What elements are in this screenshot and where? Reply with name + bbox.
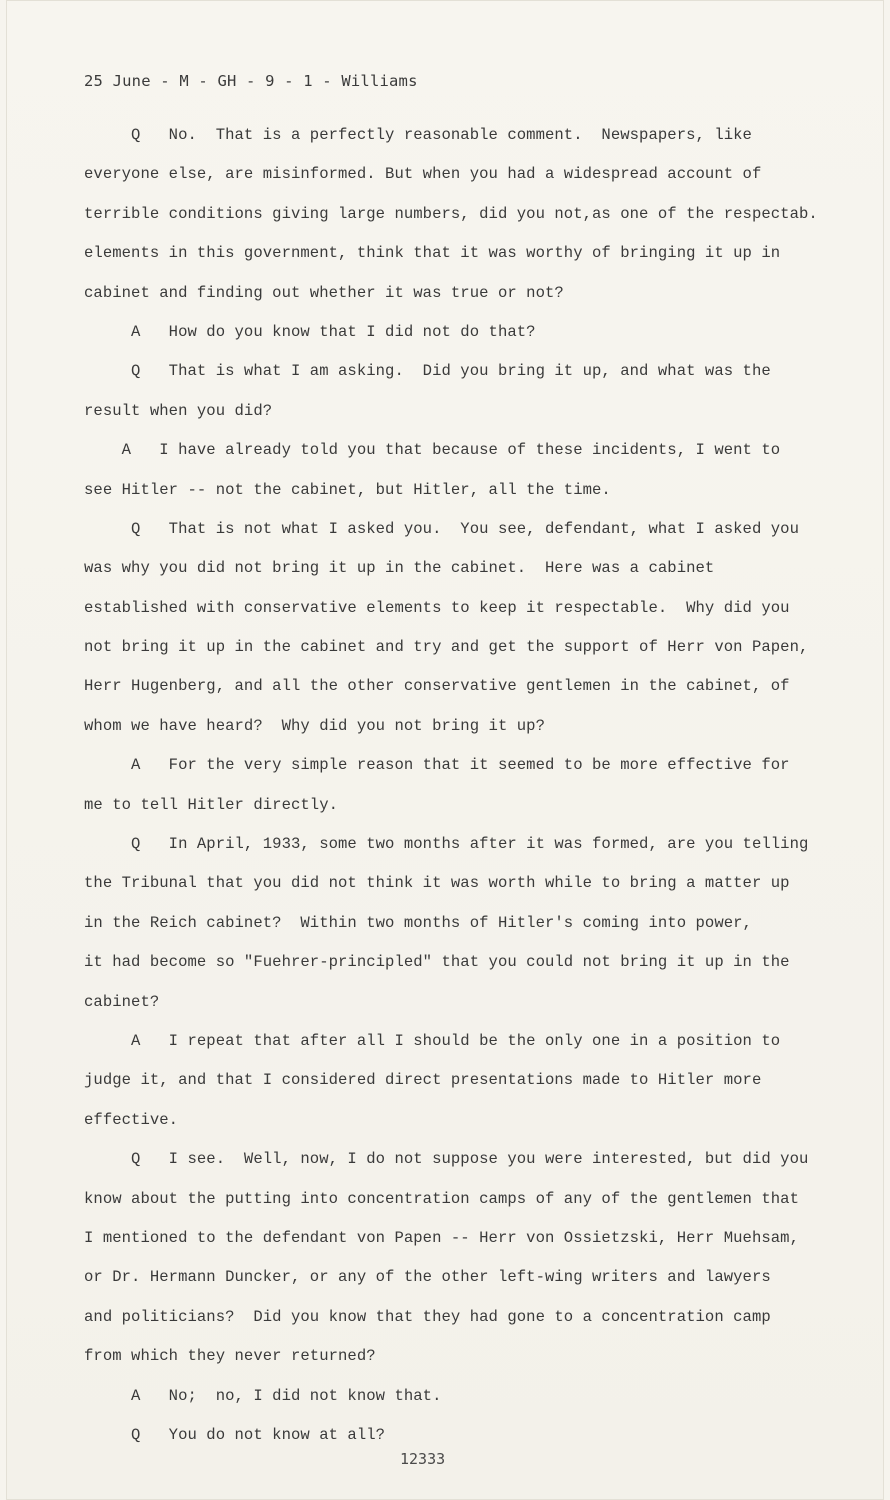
transcript-body: [84, 124, 829, 1463]
transcript-line: I mentioned to the defendant von Papen -- Herr von Ossietzski, Herr Muehsam,: [84, 1228, 799, 1247]
transcript-line: see Hitler -- not the cabinet, but Hitler, all the time.: [84, 480, 611, 499]
paper-sheet: [6, 0, 884, 1500]
transcript-line: everyone else, are misinformed. But when you had a widespread account of: [84, 165, 762, 184]
transcript-line: the Tribunal that you did not think it was worth while to bring a matter up: [84, 874, 790, 893]
transcript-line: know about the putting into concentration camps of any of the gentlemen that: [84, 1189, 799, 1208]
transcript-line: established with conservative elements to keep it respectable. Why did you: [84, 598, 790, 617]
transcript-line: judge it, and that I considered direct presentations made to Hitler more: [84, 1071, 762, 1090]
transcript-line: A For the very simple reason that it seemed to be more effective for: [84, 756, 790, 775]
transcript-line: effective.: [84, 1110, 179, 1129]
transcript-line: A How do you know that I did not do that?: [84, 322, 536, 341]
transcript-line: not bring it up in the cabinet and try and get the support of Herr von Papen,: [84, 638, 809, 657]
transcript-line: me to tell Hitler directly.: [84, 795, 339, 814]
page-number: 12333: [400, 1450, 446, 1468]
transcript-line: elements in this government, think that it was worthy of bringing it up in: [84, 244, 781, 263]
transcript-line: Q That is not what I asked you. You see, defendant, what I asked you: [84, 519, 799, 538]
transcript-line: A No; no, I did not know that.: [84, 1386, 442, 1405]
transcript-line: in the Reich cabinet? Within two months of Hitler's coming into power,: [84, 913, 752, 932]
transcript-line: Q In April, 1933, some two months after it was formed, are you telling: [84, 835, 809, 854]
transcript-line: Q I see. Well, now, I do not suppose you were interested, but did you: [84, 1150, 809, 1169]
page-header: 25 June - M - GH - 9 - 1 - Williams: [84, 72, 418, 90]
transcript-line: it had become so "Fuehrer-principled" that you could not bring it up in the: [84, 953, 790, 972]
transcript-line: Q No. That is a perfectly reasonable comment. Newspapers, like: [84, 126, 752, 144]
transcript-line: Q That is what I am asking. Did you bring it up, and what was the: [84, 362, 771, 381]
transcript-line: A I have already told you that because of these incidents, I went to: [84, 441, 781, 460]
transcript-line: from which they never returned?: [84, 1347, 376, 1366]
transcript-line: or Dr. Hermann Duncker, or any of the other left-wing writers and lawyers: [84, 1268, 771, 1287]
transcript-line: Herr Hugenberg, and all the other conservative gentlemen in the cabinet, of: [84, 677, 790, 696]
transcript-line: whom we have heard? Why did you not bring it up?: [84, 716, 545, 735]
transcript-line: and politicians? Did you know that they had gone to a concentration camp: [84, 1307, 771, 1326]
transcript-line: Q You do not know at all?: [84, 1425, 386, 1444]
transcript-line: was why you did not bring it up in the cabinet. Here was a cabinet: [84, 559, 715, 578]
transcript-line: result when you did?: [84, 401, 273, 420]
transcript-line: cabinet?: [84, 992, 160, 1011]
transcript-line: cabinet and finding out whether it was true or not?: [84, 283, 564, 302]
transcript-line: terrible conditions giving large numbers, did you not,as one of the respectab.: [84, 204, 818, 223]
transcript-line: A I repeat that after all I should be the only one in a position to: [84, 1031, 781, 1050]
